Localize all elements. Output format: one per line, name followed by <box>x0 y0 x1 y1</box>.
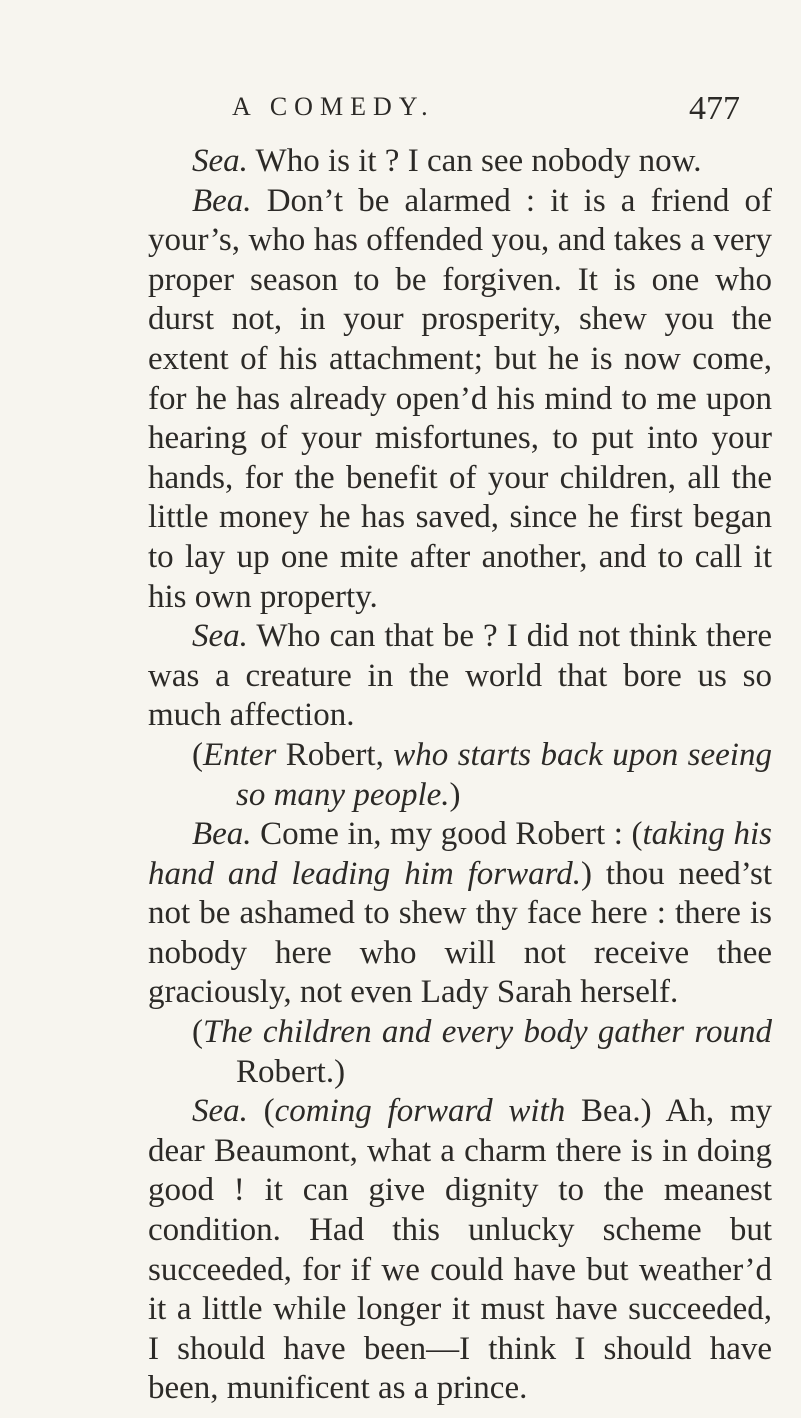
speech-text: Come in, my good Robert : ( <box>251 816 643 853</box>
speech-beaumont-2 <box>148 815 772 1013</box>
speech-text: Who is it ? I can see nobody now. <box>247 143 702 179</box>
running-head <box>150 92 740 132</box>
speaker-name: Sea. <box>192 618 248 655</box>
running-title: A COMEDY. <box>232 92 435 121</box>
speech-text: Ah, my dear Beaumont, what a charm there is in doing good ! it can give dignity to the meanest condition. Had this unlucky scheme but succeeded, for if we could have but weather’d it a little while longer it must have succeeded, I should have been—I think I should have been, munificent as a prince. <box>148 1093 772 1407</box>
direction-text: taking his hand and leading him forward. <box>148 816 773 892</box>
stage-direction-gather <box>148 1013 772 1092</box>
stage-direction-enter <box>148 736 772 815</box>
speaker-name: Sea. <box>192 1093 248 1130</box>
enter-word: Enter <box>203 736 277 773</box>
play-text <box>148 142 772 1409</box>
paren-open: ( <box>192 736 203 773</box>
speaker-name: Bea. <box>192 182 252 219</box>
paren-open: ( <box>192 1014 203 1051</box>
paren-close: ) <box>449 776 461 813</box>
speech-seaton-3 <box>148 1092 772 1409</box>
speaker-name: Bea. <box>192 816 252 853</box>
direction-text: The children and every body gather round <box>203 1014 772 1051</box>
page-number: 477 <box>689 90 740 127</box>
speech-seaton-2 <box>148 617 772 736</box>
direction-text: coming forward with <box>274 1093 566 1130</box>
paren-open: ( <box>247 1093 275 1130</box>
speaker-name: Sea. <box>192 143 248 179</box>
speech-beaumont-1 <box>148 182 772 618</box>
speech-text: Who can that be ? I did not think there was a creature in the world that bore us so much affection. <box>148 618 772 734</box>
character-name: Bea.) <box>565 1093 652 1130</box>
speech-seaton-1 <box>148 142 772 182</box>
direction-text: who starts back upon seeing so many people. <box>236 736 772 813</box>
character-name: Robert.) <box>236 1053 346 1090</box>
speech-text: ) thou need’st not be ashamed to shew thy face here : there is nobody here who will not receive thee graciously, not even Lady Sarah herself. <box>148 855 772 1011</box>
character-name: Robert, <box>276 736 394 773</box>
speech-text: Don’t be alarmed : it is a friend of your’s, who has offended you, and takes a very proper season to be forgiven. It is one who durst not, in your prosperity, shew you the extent of his attachment; but he is now come, for he has already open’d his mind to me upon hearing of your misfortunes, to put into your hands, for the benefit of your children, all the little money he has saved, since he first began to lay up one mite after another, and to call it his own property. <box>148 182 772 615</box>
